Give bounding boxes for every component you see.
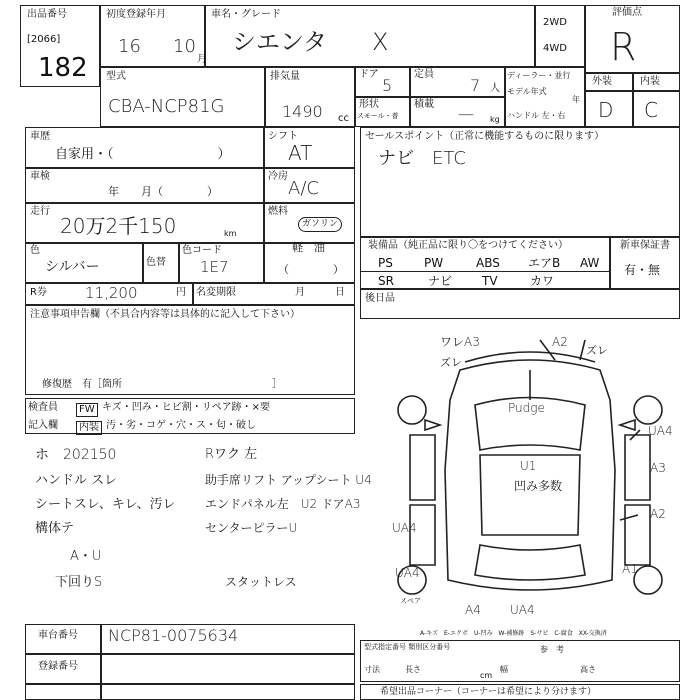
shift-label: シフト [268,131,298,142]
dmg-tag-pudge: Pudge [508,401,545,415]
row-line-1 [25,167,355,169]
size-label: 寸法 [364,665,380,674]
capacity-value: 7 [470,76,481,95]
wd-4: 4WD [543,43,567,54]
usage-value: 自家用・（ ） [55,147,231,162]
col-line-1 [263,127,265,282]
dmg-tag-a3-right: A3 [650,461,666,475]
hei-label: 高さ [580,665,596,674]
fuel-gas: ガソリン [298,217,342,232]
dmg-tag-shift-right: ズレ [586,344,608,357]
load-value: — [458,104,474,123]
note-line-6: 下回りS [55,575,103,590]
fw-label: FW [76,403,98,417]
name-label: 車名・グレード [211,9,281,20]
equip-navi: ナビ [428,274,453,288]
fuel-other: （ ） [278,263,344,276]
model-value: CBA-NCP81G [108,96,225,117]
equip-airbag: エアB [528,256,561,270]
displacement-value: 1490 [282,102,323,121]
shape-sub: スモール・普 [357,112,399,120]
dmg-tag-dents: 凹み多数 [514,479,563,493]
note-line-2: ハンドル スレ [35,473,118,488]
shift-value: AT [288,141,313,165]
wd-2: 2WD [543,17,567,28]
name-change-label: 名変期限 [196,287,236,298]
dealer-label: ディーラー・並行 [507,71,571,80]
int-label: 内装 [640,76,660,87]
left-mirror [425,420,440,430]
equip-sr: SR [378,274,394,288]
usage-label: 車歴 [30,131,50,142]
cm-unit: cm [480,671,493,680]
check-line-1: キズ・凹み・ヒビ割・リペア跡・×要 [102,402,270,413]
right-door-rear [625,505,650,565]
km-unit: km [224,229,237,238]
tag-line-4 [620,515,638,520]
chassis-label: 車台番号 [38,630,78,641]
door-label: ドア [359,69,379,80]
equip-tv: TV [482,274,498,288]
recycle-label: R券 [30,287,47,298]
note-line-9: エンドパネル左 U2 ドアA3 [205,497,361,511]
first-reg-year: 16 [118,36,141,57]
color-code-label: 色コード [182,245,222,256]
car-diagram [380,330,680,620]
shape-label: 形状 [359,99,379,110]
note-line-8: 助手席リフト アップシート U4 [205,473,372,487]
fuel-diesel: 軽 油 [292,241,325,254]
lot-label: 出品番号 [27,9,67,20]
note-line-5: A・U [70,549,102,564]
type-label: 型式指定番号 類別区分番号 [364,643,451,651]
int-grade: C [644,98,658,122]
note-line-10: センターピラーU [205,521,298,535]
equip-row-line [360,271,610,272]
equip-pw: PW [424,256,444,270]
yen-unit: 円 [176,287,186,298]
note-line-1: ホ 202150 [35,447,117,463]
mileage-value: 20万2千150 [60,214,177,238]
reg-label: 登録番号 [38,661,78,672]
wheel-rr [634,566,662,594]
score-label: 評価点 [612,7,642,18]
note-line-11: スタットレス [225,575,297,589]
score-value: R [610,25,637,69]
right-mirror [620,420,635,430]
handle-label: ハンドル 左・右 [507,111,566,120]
dmg-tag-a1: A1 [622,562,638,576]
dmg-tag-crack-a3: ワレA3 [440,335,480,349]
check-line-2: 汚・劣・コゲ・穴・ス・匂・破し [106,420,256,431]
rear-label: 後日品 [365,293,395,304]
equip-ps: PS [378,256,393,270]
ac-value: A/C [288,178,319,199]
inspector-label: 検査員 [28,402,58,413]
dmg-tag-a2-right: A2 [650,507,666,521]
recycle-value: 11,200 [85,284,138,302]
grade: X [372,28,389,56]
model-label: 型式 [106,71,126,82]
left-door-front [410,435,435,500]
fuel-label: 燃料 [268,206,288,217]
dmg-tag-ua4-bottom: UA4 [510,603,535,617]
displacement-label: 排気量 [270,71,300,82]
month-unit: 月 [197,54,207,65]
capacity-unit: 人 [490,83,500,94]
color-divider [142,242,144,282]
tag-line-2 [580,340,585,360]
inspection-label: 車検 [30,171,50,182]
first-reg-month: 10 [173,36,196,57]
equip-aw: AW [580,256,600,270]
ext-label: 外装 [592,76,612,87]
note-line-4: 構体テ [35,521,75,536]
rear-window [475,545,585,580]
dmg-tag-u1: U1 [520,459,537,473]
repair-label: 修復歴 有［箇所 ］ [42,379,282,390]
car-name: シエンタ [232,28,328,56]
wheel-fl [398,396,426,424]
color-code-divider [178,242,180,282]
note-line-7: Rワク 左 [205,447,258,462]
color-change-label: 色替 [146,257,166,268]
chassis-value: NCP81-0075634 [108,626,239,645]
sales-text: ナビ ETC [378,148,466,169]
lot-code: [2066] [27,34,61,45]
recycle-divider [192,282,194,305]
color-label: 色 [30,245,40,256]
ext-grade: D [598,98,614,122]
first-reg-label: 初度登録年月 [106,9,166,20]
dmg-tag-a4-bottom: A4 [465,603,481,617]
rear-box [360,289,680,319]
year-unit: 年 [572,95,580,104]
model-year-label: モデル年式 [507,87,547,96]
color-code-value: 1E7 [200,258,229,276]
row-line-4 [25,282,355,284]
dmg-tag-ua4-left: UA4 [392,521,417,535]
dmg-tag-ua4-left-low: UA4 [395,566,420,580]
dmg-tag-a2-top: A2 [552,335,568,349]
wheel-fr [634,396,662,424]
dmg-tag-ua4-right: UA4 [648,424,673,438]
door-value: 5 [382,76,393,95]
entry-label: 記入欄 [28,420,58,431]
lot-number: 182 [38,53,88,83]
left-door-rear [410,505,435,565]
cc-unit: cc [338,113,349,124]
warranty-value: 有・無 [624,263,661,277]
row-line-2 [25,202,355,204]
sales-label: セールスポイント（正常に機能するものに限ります） [365,131,605,142]
wd-box [535,5,585,67]
equip-label: 装備品（純正品に限り〇をつけてください） [368,240,568,251]
equip-leather: カワ [530,274,555,288]
wid-label: 幅 [500,665,508,674]
capacity-label: 定員 [414,69,434,80]
kg-unit: kg [490,115,500,124]
note-line-3: シートスレ、キレ、汚レ [35,497,176,512]
dmg-tag-shift-left: ズレ [440,356,462,369]
load-label: 積載 [414,99,434,110]
ext-int-vdivider [632,73,634,127]
right-door-front [625,435,650,500]
corner-label: 希望出品コーナー（コーナーは希望により分けます） [380,687,597,697]
damage-legend: A-キズ E-エクボ U-凹み W-補修跡 S-サビ C-腐食 XX-交換済 [420,630,607,637]
notes-label: 注意事項申告欄（不具合内容等は具体的に記入して下さい） [30,309,300,320]
warranty-label: 新車保証書 [620,240,670,251]
mileage-label: 走行 [30,206,50,217]
name-change-value: 月 日 [295,287,345,298]
color-value: シルバー [45,259,100,275]
equip-abs: ABS [476,256,500,270]
dmg-tag-spare: スペア [400,597,421,605]
inspection-value: 年 月（ ） [108,185,218,198]
ref-label: 参 考 [540,645,564,654]
sales-box [360,127,680,237]
bottom-left-box [25,684,355,700]
int-check-label: 内装 [76,421,102,435]
ac-label: 冷房 [268,171,288,182]
len-label: 長さ [405,665,421,674]
